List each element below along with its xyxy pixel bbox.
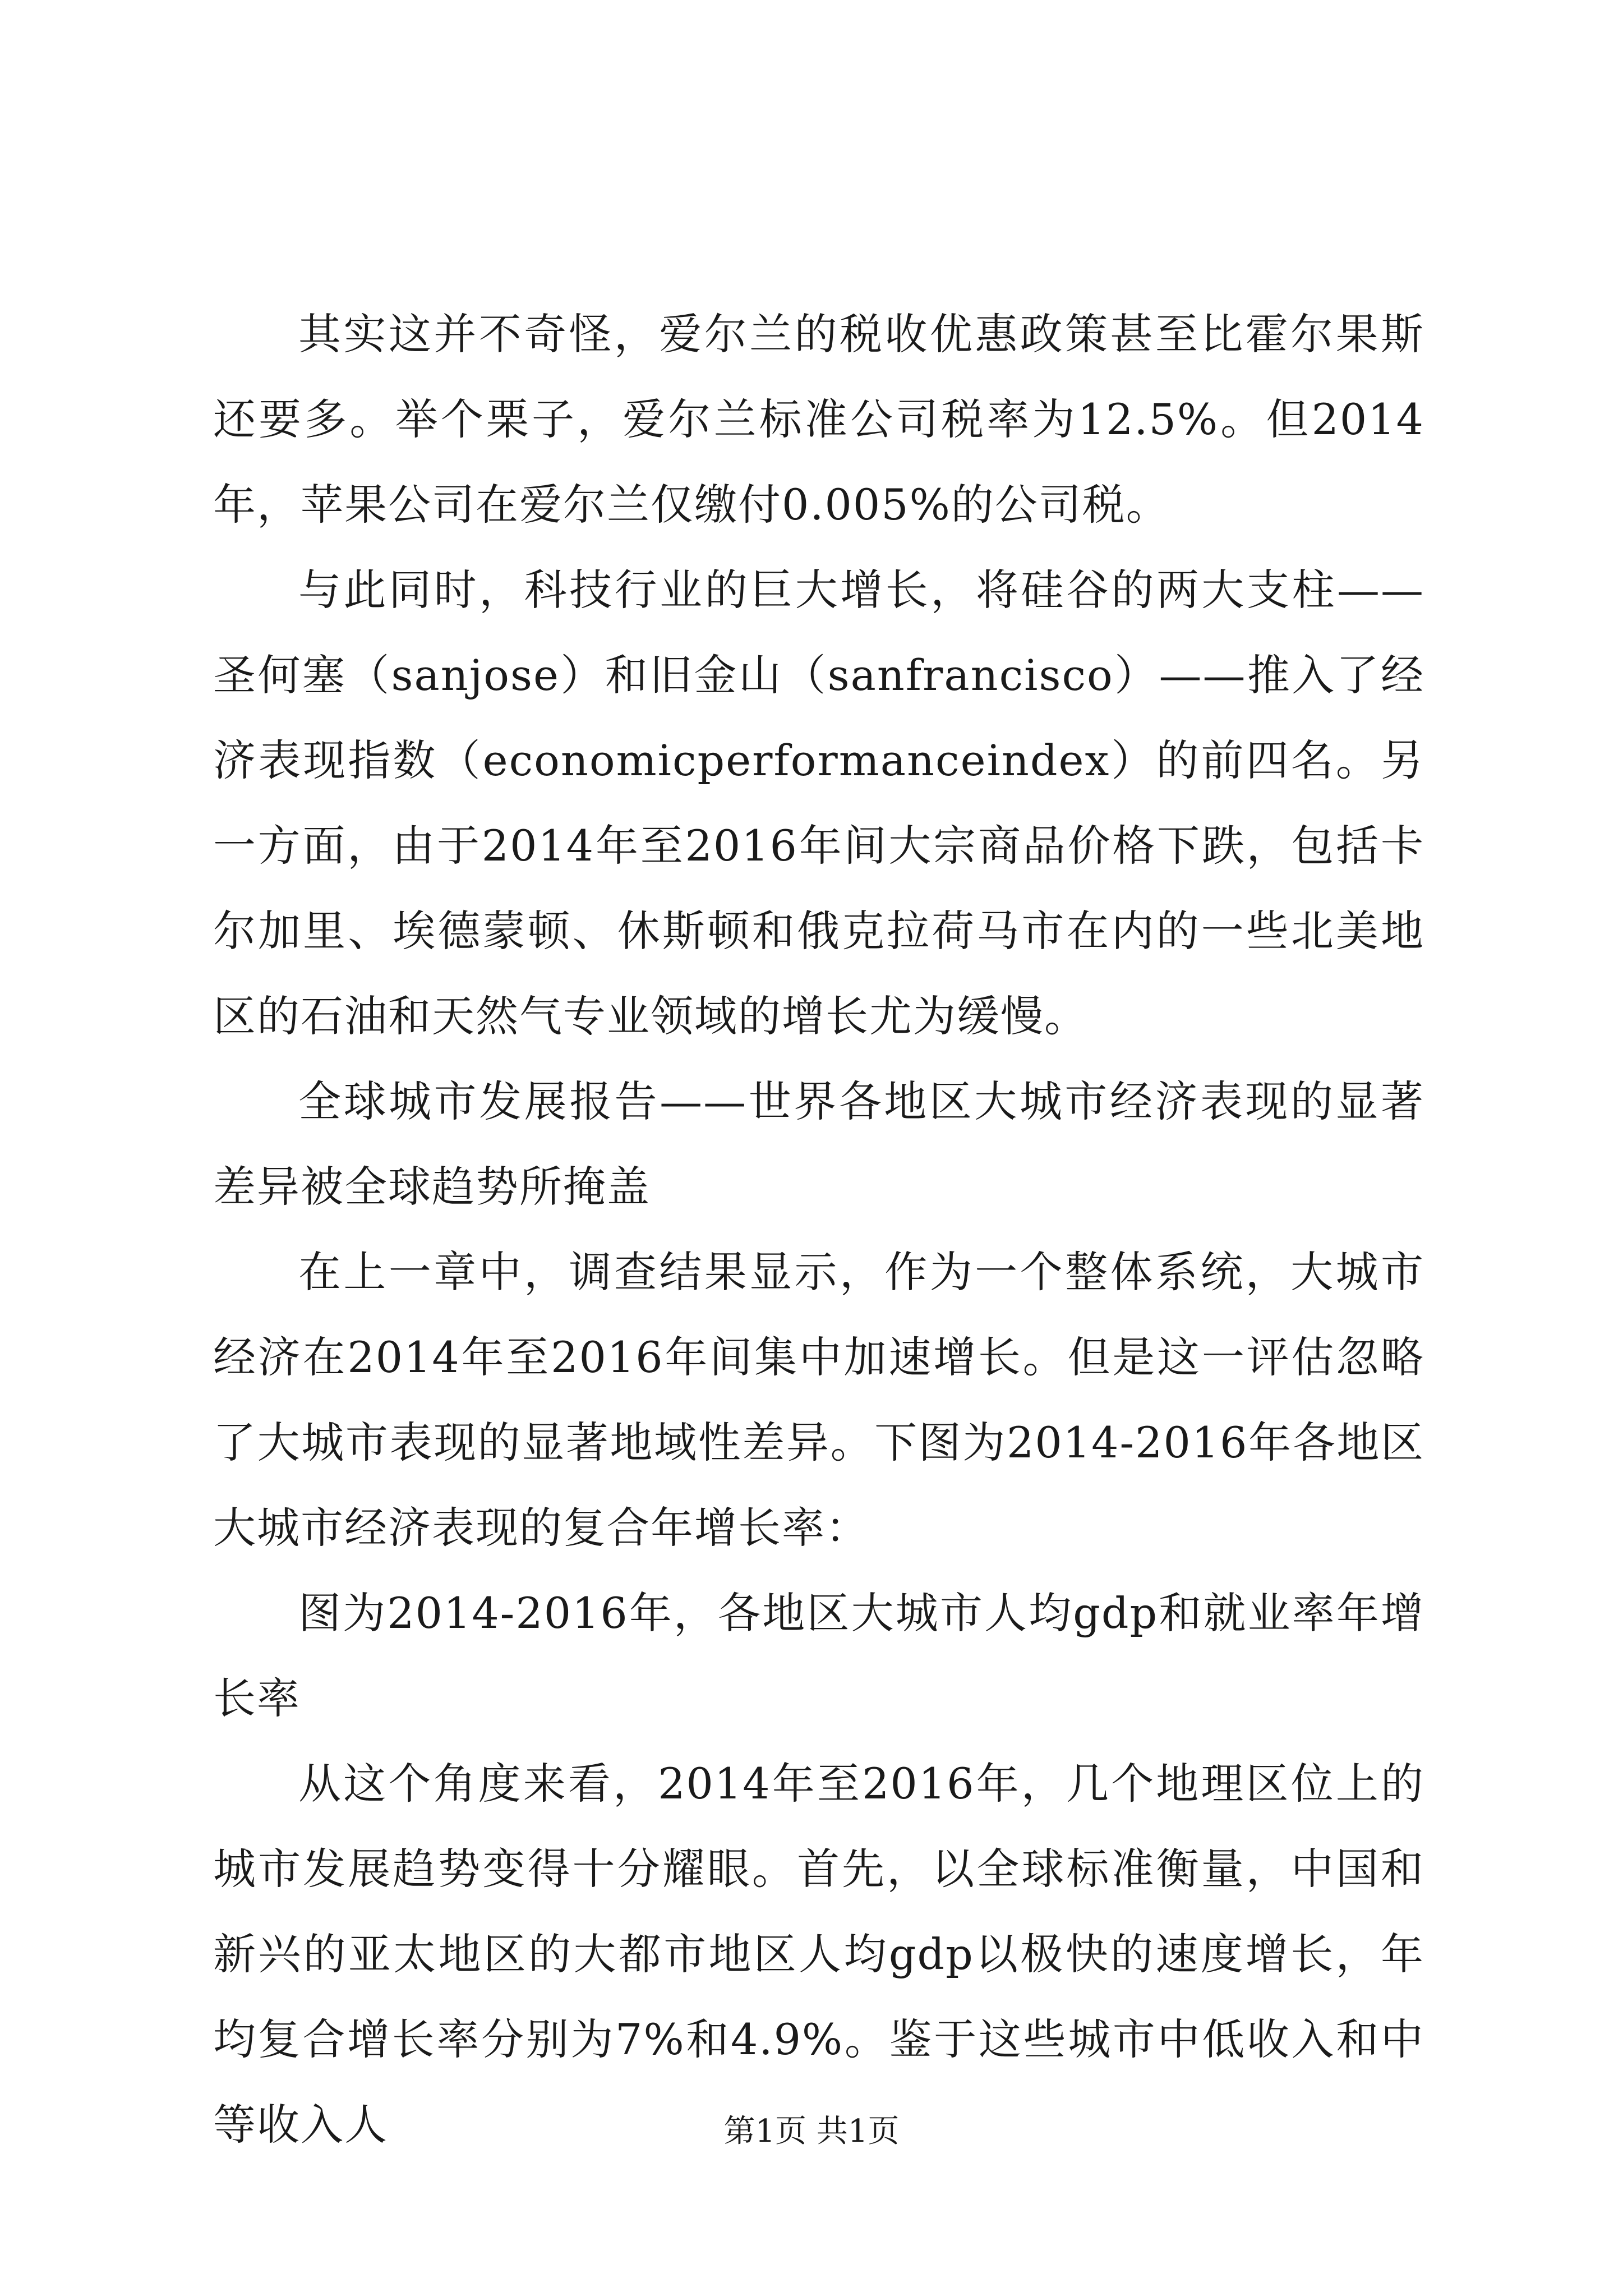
- document-body: [213, 292, 1424, 2168]
- page-number-footer: 第1页 共1页: [723, 2113, 900, 2150]
- figure-caption: 图为2014-2016年，各地区大城市人均gdp和就业率年增长率: [213, 1588, 1424, 1723]
- paragraph-ireland-tax: 其实这并不奇怪，爱尔兰的税收优惠政策甚至比霍尔果斯还要多。举个栗子，爱尔兰标准公司税率为12.5%。但2014年，苹果公司在爱尔兰仅缴付0.005%的公司税。: [213, 309, 1424, 530]
- paragraph-tech-growth: 与此同时，科技行业的巨大增长，将硅谷的两大支柱——圣何塞（sanjose）和旧金山（sanfrancisco）——推入了经济表现指数（economicperformanceindex）的前四名。另一方面，由于2014年至2016年间大宗商品价格下跌，包括卡尔加里、埃德蒙顿、休斯顿和俄克拉荷马市在内的一些北美地区的石油和天然气专业领域的增长尤为缓慢。: [213, 565, 1424, 1041]
- section-heading-global-city-report: 全球城市发展报告——世界各地区大城市经济表现的显著差异被全球趋势所掩盖: [213, 1076, 1424, 1212]
- paragraph-regional-differences: 在上一章中，调查结果显示，作为一个整体系统，大城市经济在2014年至2016年间集中加速增长。但是这一评估忽略了大城市表现的显著地域性差异。下图为2014-2016年各地区大城市经济表现的复合年增长率：: [213, 1247, 1424, 1553]
- paragraph-geographic-trends: 从这个角度来看，2014年至2016年，几个地理区位上的城市发展趋势变得十分耀眼。首先，以全球标准衡量，中国和新兴的亚太地区的大都市地区人均gdp以极快的速度增长，年均复合增长率分别为7%和4.9%。鉴于这些城市中低收入和中等收入人: [213, 1759, 1424, 2150]
